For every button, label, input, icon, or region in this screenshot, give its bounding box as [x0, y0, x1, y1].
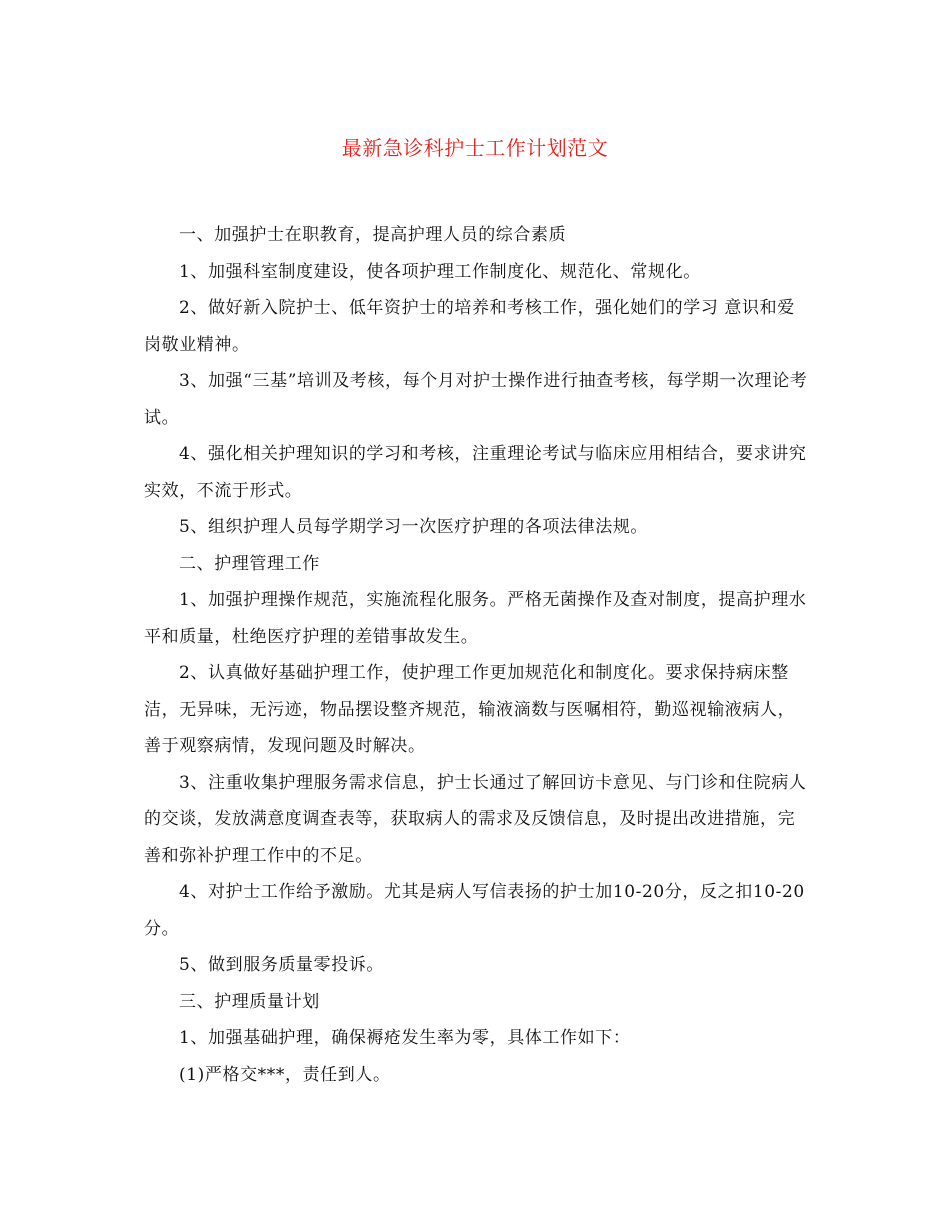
document-title: 最新急诊科护士工作计划范文: [341, 136, 609, 160]
paragraph-section-3-heading: 三、护理质量计划: [179, 991, 320, 1012]
paragraph-2-3: 3、注重收集护理服务需求信息，护士长通过了解回访卡意见、与门诊和住院病人的交谈，发放满意度调查表等，获取病人的需求及反馈信息，及时提出改进措施，完善和弥补护理工作中的不足。: [144, 772, 807, 866]
document-body: [144, 217, 808, 1093]
paragraph-3-1-item-1: (1)严格交***，责任到人。: [179, 1064, 391, 1085]
paragraph-1-1: 1、加强科室制度建设，使各项护理工作制度化、规范化、常规化。: [179, 261, 701, 282]
paragraph-1-2: 2、做好新入院护士、低年资护士的培养和考核工作，强化她们的学习 意识和爱 岗敬业精神。: [144, 298, 795, 355]
paragraph-2-5: 5、做到服务质量零投诉。: [179, 955, 385, 975]
paragraph-1-3: 3、加强“三基”培训及考核，每个月对护士操作进行抽查考核，每学期一次理论考试。: [144, 371, 808, 428]
paragraph-section-2-heading: 二、护理管理工作: [179, 553, 320, 574]
paragraph-2-2: 2、认真做好基础护理工作，使护理工作更加规范化和制度化。要求保持病床整洁，无异味，无污迹，物品摆设整齐规范，输液滴数与医嘱相符，勤巡视输液病人，善于观察病情，发现问题及时解决。: [144, 663, 796, 756]
paragraph-section-1-heading: 一、加强护士在职教育，提高护理人员的综合素质: [179, 225, 567, 245]
paragraph-2-1: 1、加强护理操作规范，实施流程化服务。严格无菌操作及查对制度，提高护理水平和质量，杜绝医疗护理的差错事故发生。: [144, 590, 807, 647]
paragraph-3-1: 1、加强基础护理，确保褥疮发生率为零，具体工作如下：: [179, 1028, 631, 1048]
paragraph-2-4: 4、对护士工作给予激励。尤其是病人写信表扬的护士加10-20分，反之扣10-20分。: [144, 882, 805, 939]
paragraph-1-5: 5、组织护理人员每学期学习一次医疗护理的各项法律法规。: [179, 517, 649, 537]
paragraph-1-4: 4、强化相关护理知识的学习和考核，注重理论考试与临床应用相结合，要求讲究实效，不流于形式。: [144, 444, 807, 501]
